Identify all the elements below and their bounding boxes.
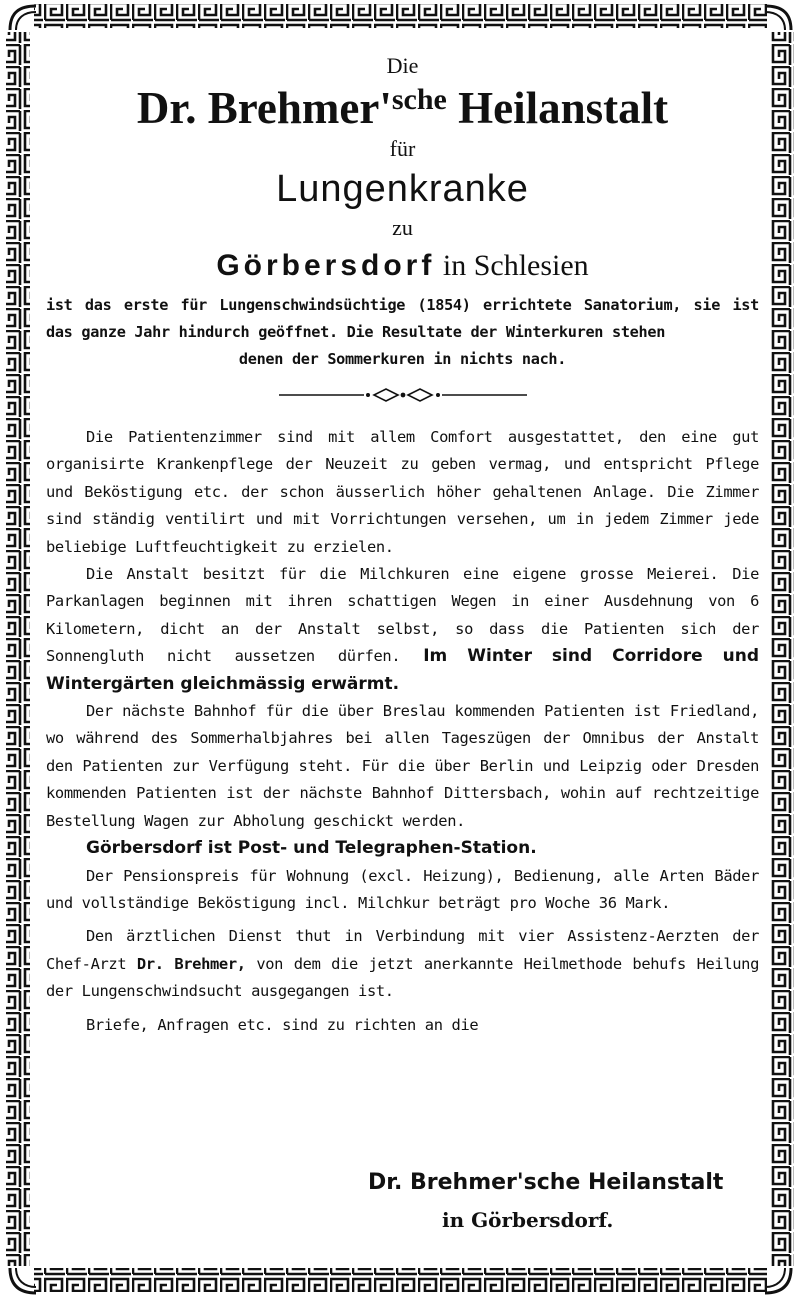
paragraph-post-station: Görbersdorf ist Post- und Telegraphen-Station. (86, 838, 537, 859)
paragraph-railway: Der nächste Bahnhof für die über Breslau kommenden Patienten ist Friedland, wo während des Sommerhalbjahres bei allen Tageszügen der Omnibus der Anstalt den Patienten zur Verfügung steht. Für die über Berlin und Leipzig oder Dresden kommenden Patienten ist der nächste Bahnhof Dittersbach, wohin auf rechtzeitige Bestellung Wagen zur Abholung geschickt werden. (46, 702, 759, 830)
main-title-part-b: Heilanstalt (446, 83, 669, 133)
divider-ornament (46, 377, 759, 413)
main-title (46, 82, 759, 134)
place-name: Görbersdorf (216, 249, 436, 282)
place-rest: in Schlesien (435, 249, 589, 282)
intro-text: ist das erste für Lungenschwindsüchtige (1854) errichtete Sanatorium, sie ist das ganze Jahr hindurch geöffnet. Die Resultate der Winterkuren stehen (46, 296, 759, 341)
main-title-part-a: Dr. Brehmer' (136, 83, 392, 133)
paragraph-doctor (46, 923, 759, 1005)
paragraph-doctor-b: von dem die jetzt anerkannte Heilmethode behufs Heilung der Lungenschwindsucht ausgegangen ist. (46, 954, 759, 1001)
paragraph-rooms: Die Patientenzimmer sind mit allem Comfort ausgestattet, den eine gut organisirte Krankenpflege der Neuzeit zu geben vermag, und entspricht Pflege und Beköstigung etc. der schon äusserlich höher gehaltenen Anlage. Die Zimmer sind ständig ventilirt und mit Vorrichtungen versehen, um in jedem Zimmer jede beliebige Luftfeuchtigkeit zu erzielen. (46, 428, 759, 556)
paragraph-price: Der Pensionspreis für Wohnung (excl. Heizung), Bedienung, alle Arten Bäder und vollständige Beköstigung incl. Milchkur beträgt pro Woche 36 Mark. (46, 866, 759, 912)
paragraph-doctor-bold: Dr. Brehmer, (136, 954, 246, 973)
paragraph-doctor-a: Den ärztlichen Dienst thut in Verbindung mit vier Assistenz-Aerzten der Chef-Arzt (46, 927, 759, 973)
paragraph-park (46, 561, 759, 698)
paragraph-letters: Briefe, Anfragen etc. sind zu richten an die (86, 1015, 479, 1034)
signature-place: in Görbersdorf. (442, 1208, 614, 1232)
heading-die: Die (386, 53, 419, 78)
main-title-sup: sche (391, 83, 447, 116)
heading-fuer: für (389, 136, 416, 161)
heading-zu: zu (392, 215, 413, 240)
intro-paragraph (46, 292, 759, 373)
signature-institution: Dr. Brehmer'sche Heilanstalt (368, 1170, 724, 1195)
intro-last-line: denen der Sommerkuren in nichts nach. (238, 350, 567, 368)
heading-place (46, 246, 759, 286)
advertisement-text (46, 48, 759, 1039)
paragraph-park-text: Die Anstalt besitzt für die Milchkuren eine eigene grosse Meierei. Die Parkanlagen beginnen mit ihren schattigen Wegen in einer Ausdehnung von 6 Kilometern, dicht an der Anstalt selbst, so dass die Patienten sich der Sonnengluth nicht aussetzen dürfen. (46, 565, 759, 666)
body-text (46, 424, 759, 1039)
heading-lungenkranke: Lungenkranke (276, 168, 529, 210)
paragraph-park-bold: Im Winter sind Corridore und Wintergärten gleichmässig erwärmt. (46, 646, 759, 694)
